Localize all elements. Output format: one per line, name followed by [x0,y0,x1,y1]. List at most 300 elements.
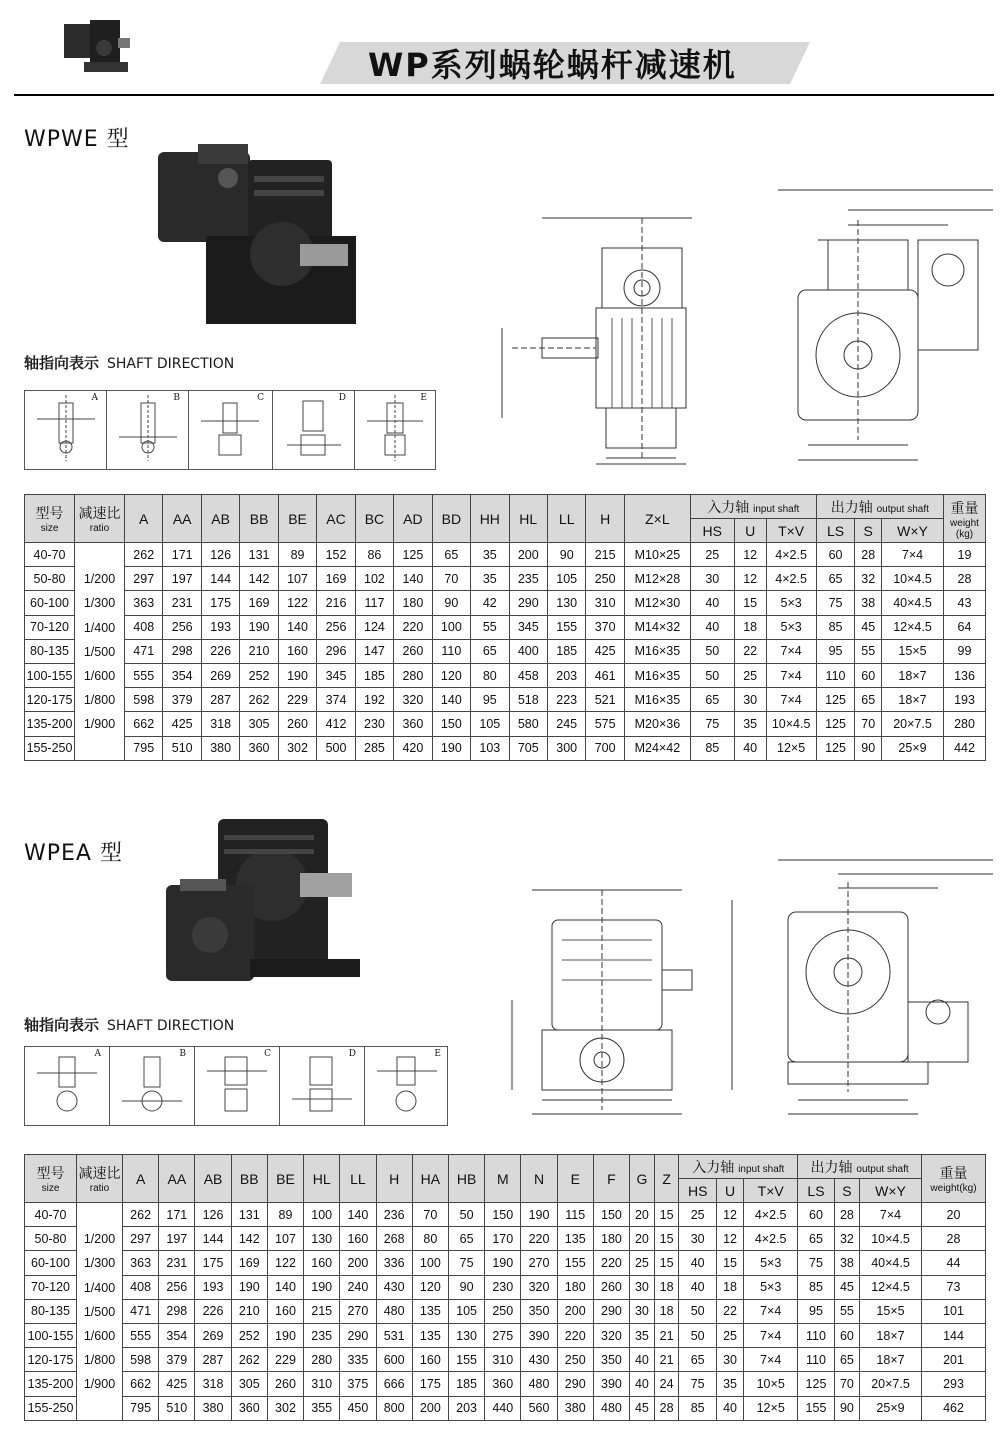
ratio-value: 1/300 [83,596,116,611]
table-cell: 185 [355,663,393,687]
table-cell: 152 [317,543,355,567]
direction-letter: E [434,1049,441,1059]
table-cell: 25 [734,663,766,687]
direction-cell-a [25,391,107,469]
table-row [25,1275,986,1299]
table-cell: 65 [816,567,855,591]
table-cell: 12 [734,543,766,567]
table-cell: 65 [834,1348,859,1372]
table-cell: 50 [690,639,734,663]
table-cell: 65 [798,1227,835,1251]
table-cell: 89 [278,543,316,567]
col-input: HS [679,1179,716,1203]
size-cell: 120-175 [25,1348,77,1372]
table-cell: 65 [471,639,509,663]
table-cell: 35 [471,567,509,591]
table-cell: M12×30 [624,591,690,615]
col-input: U [716,1179,743,1203]
table-cell: 45 [630,1396,655,1420]
table-cell: 120 [412,1275,448,1299]
table-cell: 130 [547,591,585,615]
col-dim: F [593,1155,629,1203]
table-cell: 20 [922,1203,986,1227]
table-cell: 24 [654,1372,679,1396]
table-cell: 40 [734,736,766,760]
table-cell: 180 [557,1275,593,1299]
col-input: T×V [744,1179,798,1203]
table-cell: 310 [304,1372,340,1396]
table-cell: 450 [340,1396,376,1420]
wpea-shaft-direction-strip [24,1046,448,1126]
table-cell: 120 [432,663,470,687]
table-cell: 305 [231,1372,267,1396]
ratio-value: 1/800 [83,1353,116,1368]
size-cell: 155-250 [25,1396,77,1420]
table-cell: 65 [690,688,734,712]
table-cell: 180 [593,1227,629,1251]
page-header [0,0,1000,98]
table-cell: 200 [340,1251,376,1275]
table-cell: 28 [855,543,882,567]
output-shaft-group: 出力轴 output shaft [798,1155,922,1179]
table-cell: 89 [267,1203,303,1227]
table-cell: 18×7 [882,688,944,712]
table-cell: 287 [195,1348,231,1372]
table-cell: 18×7 [860,1348,922,1372]
table-cell: 170 [485,1227,521,1251]
table-cell: 374 [317,688,355,712]
size-cell: 60-100 [25,591,75,615]
table-cell: 30 [679,1227,716,1251]
table-cell: 190 [267,1323,303,1347]
ratio-value: 1/500 [83,644,116,659]
col-dim: BC [355,495,393,543]
table-cell: 15 [654,1203,679,1227]
size-cell: 70-120 [25,1275,77,1299]
table-cell: 28 [922,1227,986,1251]
table-cell: 318 [195,1372,231,1396]
input-shaft-group: 入力轴 input shaft [690,495,816,519]
col-dim: AA [163,495,201,543]
table-cell: 155 [547,615,585,639]
table-cell: 458 [509,663,547,687]
table-cell: 390 [521,1323,557,1347]
table-row [25,639,986,663]
table-cell: 30 [716,1348,743,1372]
col-dim: A [125,495,163,543]
table-cell: 280 [944,712,986,736]
table-cell: 175 [201,591,239,615]
col-dim: Z×L [624,495,690,543]
table-cell: 471 [123,1299,159,1323]
table-cell: 305 [240,712,278,736]
table-cell: 25 [679,1203,716,1227]
table-cell: 10×4.5 [882,567,944,591]
table-cell: 345 [317,663,355,687]
direction-cell-d [273,391,355,469]
table-cell: 297 [125,567,163,591]
table-cell: 30 [630,1275,655,1299]
table-cell: 220 [521,1227,557,1251]
table-cell: 10×4.5 [766,712,816,736]
table-cell: 379 [163,688,201,712]
table-cell: 7×4 [766,688,816,712]
table-cell: 144 [201,567,239,591]
table-cell: 531 [376,1323,412,1347]
table-cell: 4×2.5 [766,567,816,591]
table-cell: 310 [485,1348,521,1372]
table-cell: 10×4.5 [860,1227,922,1251]
table-cell: 55 [834,1299,859,1323]
table-cell: 420 [394,736,432,760]
table-cell: 75 [816,591,855,615]
table-cell: 442 [944,736,986,760]
ratio-value: 1/400 [83,620,116,635]
table-cell: 15×5 [882,639,944,663]
table-cell: 110 [816,663,855,687]
table-row [25,1348,986,1372]
col-dim: AD [394,495,432,543]
table-cell: 150 [593,1203,629,1227]
table-cell: 169 [317,567,355,591]
table-cell: 126 [201,543,239,567]
table-cell: 25 [690,543,734,567]
table-cell: 70 [855,712,882,736]
table-cell: 160 [278,639,316,663]
table-cell: 370 [586,615,624,639]
table-cell: 130 [304,1227,340,1251]
table-cell: 280 [394,663,432,687]
table-cell: 44 [922,1251,986,1275]
table-cell: 192 [355,688,393,712]
ratio-value: 1/300 [83,1256,116,1271]
col-size: 型号 size [25,1155,77,1203]
table-cell: 408 [123,1275,159,1299]
table-cell: 215 [586,543,624,567]
table-cell: 5×3 [744,1275,798,1299]
col-weight: 重量 weight(kg) [922,1155,986,1203]
col-dim: Z [654,1155,679,1203]
table-cell: 7×4 [860,1203,922,1227]
col-output: S [834,1179,859,1203]
table-cell: 135 [557,1227,593,1251]
table-cell: 40 [630,1372,655,1396]
table-cell: 102 [355,567,393,591]
table-cell: 35 [716,1372,743,1396]
table-cell: 124 [355,615,393,639]
table-cell: 705 [509,736,547,760]
table-cell: 55 [855,639,882,663]
table-cell: 60 [798,1203,835,1227]
table-cell: 171 [163,543,201,567]
direction-letter: A [91,393,98,403]
ratio-cell [77,1203,123,1421]
col-dim: BE [278,495,316,543]
table-cell: 30 [734,688,766,712]
table-cell: 65 [679,1348,716,1372]
table-cell: 38 [855,591,882,615]
table-cell: 190 [521,1203,557,1227]
table-cell: 555 [125,663,163,687]
table-cell: 430 [521,1348,557,1372]
table-cell: 20 [630,1203,655,1227]
table-cell: 250 [485,1299,521,1323]
table-cell: 131 [240,543,278,567]
table-cell: 390 [593,1372,629,1396]
col-dim: AB [195,1155,231,1203]
col-dim: M [485,1155,521,1203]
table-cell: 220 [593,1251,629,1275]
table-cell: 25 [630,1251,655,1275]
table-cell: 15×5 [860,1299,922,1323]
ratio-value: 1/600 [83,1328,116,1343]
table-cell: 197 [159,1227,195,1251]
ratio-cell [75,543,125,761]
table-cell: 140 [340,1203,376,1227]
table-cell: 236 [376,1203,412,1227]
table-cell: 15 [654,1251,679,1275]
table-cell: 7×4 [766,639,816,663]
table-cell: 75 [448,1251,484,1275]
table-cell: 480 [593,1396,629,1420]
direction-letter: A [94,1049,101,1059]
table-cell: 50 [448,1203,484,1227]
col-ratio: 减速比 ratio [77,1155,123,1203]
table-cell: 480 [376,1299,412,1323]
table-cell: 5×3 [744,1251,798,1275]
table-cell: 4×2.5 [766,543,816,567]
col-dim: HL [304,1155,340,1203]
table-cell: 203 [547,663,585,687]
table-row [25,1203,986,1227]
table-cell: 336 [376,1251,412,1275]
table-cell: 210 [240,639,278,663]
col-dim: BD [432,495,470,543]
table-cell: 7×4 [744,1348,798,1372]
col-input: U [734,519,766,543]
table-cell: 354 [159,1323,195,1347]
table-cell: 287 [201,688,239,712]
table-cell: 230 [485,1275,521,1299]
table-cell: 20×7.5 [860,1372,922,1396]
table-cell: 800 [376,1396,412,1420]
table-cell: 662 [123,1372,159,1396]
col-dim: N [521,1155,557,1203]
col-size: 型号 size [25,495,75,543]
col-dim: AA [159,1155,195,1203]
table-cell: 85 [798,1275,835,1299]
table-cell: 171 [159,1203,195,1227]
table-cell: 298 [163,639,201,663]
table-cell: 666 [376,1372,412,1396]
col-dim: H [376,1155,412,1203]
col-output: S [855,519,882,543]
table-cell: 60 [834,1323,859,1347]
table-cell: 101 [922,1299,986,1323]
table-cell: 471 [125,639,163,663]
header-divider [14,94,994,96]
table-cell: 144 [195,1227,231,1251]
table-cell: 75 [798,1251,835,1275]
table-cell: 185 [547,639,585,663]
table-cell: 7×4 [744,1323,798,1347]
shaft-direction-label-2 [24,1014,234,1035]
table-cell: 43 [944,591,986,615]
table-cell: 117 [355,591,393,615]
col-dim: LL [340,1155,376,1203]
table-cell: 147 [355,639,393,663]
table-cell: 260 [278,712,316,736]
table-cell: 86 [355,543,393,567]
table-row [25,615,986,639]
table-cell: 345 [509,615,547,639]
col-output: LS [798,1179,835,1203]
table-cell: 40 [690,615,734,639]
table-cell: 15 [654,1227,679,1251]
col-input: HS [690,519,734,543]
table-cell: 318 [201,712,239,736]
table-cell: M24×42 [624,736,690,760]
table-cell: 293 [922,1372,986,1396]
table-cell: M20×36 [624,712,690,736]
table-cell: 190 [231,1275,267,1299]
table-cell: 90 [855,736,882,760]
table-cell: 150 [432,712,470,736]
table-cell: 290 [340,1323,376,1347]
table-cell: 226 [201,639,239,663]
ratio-value: 1/400 [83,1280,116,1295]
table-cell: 260 [267,1372,303,1396]
table-cell: 360 [231,1396,267,1420]
output-shaft-group: 出力轴 output shaft [816,495,943,519]
table-cell: 25×9 [860,1396,922,1420]
wpea-product-photo [160,815,370,995]
table-cell: 126 [195,1203,231,1227]
wpea-spec-table [24,1154,986,1421]
table-cell: 125 [798,1372,835,1396]
table-cell: 252 [231,1323,267,1347]
table-cell: 21 [654,1323,679,1347]
table-cell: 64 [944,615,986,639]
table-cell: 18×7 [882,663,944,687]
table-row [25,1323,986,1347]
table-cell: 4×2.5 [744,1227,798,1251]
table-cell: 175 [412,1372,448,1396]
table-cell: 107 [267,1227,303,1251]
col-dim: BE [267,1155,303,1203]
table-row [25,591,986,615]
table-cell: 35 [734,712,766,736]
table-cell: 290 [557,1372,593,1396]
table-cell: 200 [412,1396,448,1420]
ratio-value: 1/600 [83,668,116,683]
col-dim: AB [201,495,239,543]
table-cell: 20 [630,1227,655,1251]
table-cell: 375 [340,1372,376,1396]
table-cell: 5×3 [766,591,816,615]
table-cell: 320 [394,688,432,712]
table-cell: 229 [267,1348,303,1372]
table-cell: 169 [231,1251,267,1275]
table-cell: 193 [201,615,239,639]
table-cell: 275 [485,1323,521,1347]
table-cell: 210 [231,1299,267,1323]
table-cell: 85 [679,1396,716,1420]
table-cell: 290 [509,591,547,615]
col-ratio: 减速比 ratio [75,495,125,543]
wpwe-shaft-direction-strip [24,390,436,470]
table-cell: 100 [412,1251,448,1275]
table-cell: 252 [240,663,278,687]
table-row [25,663,986,687]
table-cell: 73 [922,1275,986,1299]
table-cell: M14×32 [624,615,690,639]
table-cell: 75 [679,1372,716,1396]
table-cell: 28 [944,567,986,591]
table-cell: 216 [317,591,355,615]
table-cell: 80 [471,663,509,687]
table-cell: 122 [267,1251,303,1275]
table-cell: 700 [586,736,624,760]
direction-letter: C [264,1049,271,1059]
table-cell: 40 [679,1251,716,1275]
col-dim: BB [240,495,278,543]
table-cell: 115 [557,1203,593,1227]
table-cell: 197 [163,567,201,591]
table-cell: 335 [340,1348,376,1372]
table-cell: 12 [734,567,766,591]
shaft-direction-cn: 轴指向表示 [24,354,100,372]
table-cell: 40 [679,1275,716,1299]
input-shaft-group: 入力轴 input shaft [679,1155,798,1179]
table-cell: 256 [163,615,201,639]
table-cell: 12 [716,1203,743,1227]
size-cell: 100-155 [25,663,75,687]
table-cell: 262 [231,1348,267,1372]
table-cell: 21 [654,1348,679,1372]
table-cell: 140 [432,688,470,712]
table-cell: 193 [944,688,986,712]
table-cell: 360 [394,712,432,736]
table-cell: 50 [679,1299,716,1323]
table-cell: 270 [340,1299,376,1323]
table-cell: 226 [195,1299,231,1323]
table-cell: 160 [412,1348,448,1372]
table-cell: 285 [355,736,393,760]
col-output: W×Y [860,1179,922,1203]
table-cell: 32 [855,567,882,591]
table-cell: 12×4.5 [860,1275,922,1299]
direction-cell-c [195,1047,280,1125]
table-cell: 190 [240,615,278,639]
table-cell: 200 [557,1299,593,1323]
shaft-direction-en: SHAFT DIRECTION [107,356,235,372]
ratio-value: 1/500 [83,1304,116,1319]
table-cell: 90 [834,1396,859,1420]
table-cell: 160 [340,1227,376,1251]
table-cell: 662 [125,712,163,736]
table-cell: 360 [485,1372,521,1396]
table-cell: 18 [734,615,766,639]
table-cell: 302 [267,1396,303,1420]
size-cell: 50-80 [25,567,75,591]
wpea-front-view-drawing [768,852,998,1124]
table-cell: 136 [944,663,986,687]
table-cell: 461 [586,663,624,687]
table-cell: 260 [394,639,432,663]
table-cell: 229 [278,688,316,712]
table-cell: 560 [521,1396,557,1420]
